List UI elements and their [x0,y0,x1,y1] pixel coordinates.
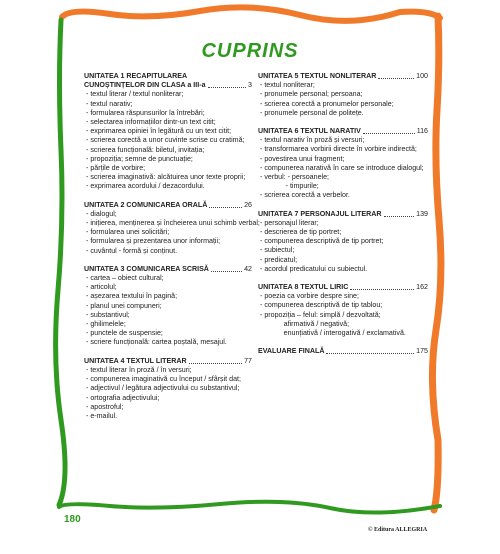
unit-item: - cartea – obiect cultural; [86,274,164,283]
unit-item: - textul nonliterar; [260,81,315,90]
leader-dots [211,271,242,272]
unit-page: 77 [244,356,252,365]
unit-item: - formularea unei solicitări; [86,228,170,237]
unit-heading: UNITATEA 8 TEXTUL LIRIC [258,283,349,292]
unit-item: - transformarea vorbirii directe în vorbire indirectă; [260,145,417,154]
unit-heading: UNITATEA 2 COMUNICAREA ORALĂ [84,200,208,209]
final-label: EVALUARE FINALĂ [258,347,325,356]
unit-item: - așezarea textului în pagină; [86,292,178,301]
unit-item: - povestirea unui fragment; [260,154,345,163]
unit-item: - poezia ca vorbire despre sine; [260,292,359,301]
unit-item: - compunerea descriptivă de tip portret; [260,237,384,246]
unit-item: - predicatul; [260,255,298,264]
unit-heading: UNITATEA 6 TEXTUL NARATIV [258,127,361,136]
unit-item: - textul narativ în proză și versuri; [260,136,365,145]
unit-item: - punctele de suspensie; [86,329,163,338]
unit-page: 3 [248,81,252,90]
unit-item: afirmativă / negativă; [260,319,350,328]
leader-dots [326,353,414,354]
unit-heading-row [258,283,428,292]
unit-item: - articolul; [86,283,117,292]
leader-dots [189,363,243,364]
unit-heading-row [258,127,428,136]
unit-item: - substantivul; [86,310,130,319]
unit-item: - dialogul; [86,209,117,218]
unit-heading-row [258,210,428,219]
unit-item: - compunerea narativă în care se introduce dialogul; [260,163,424,172]
page-title: CUPRINS [201,40,299,62]
unit-item: - compunerea descriptivă de tip tablou; [260,301,383,310]
unit-item: - timpurile; [260,182,319,191]
toc-final-evaluation [258,347,428,356]
unit-page: 26 [244,200,252,209]
unit-item: - scrierea imaginativă: alcătuirea unor texte proprii; [86,173,246,182]
unit-heading: UNITATEA 5 TEXTUL NONLITERAR [258,72,377,80]
unit-item: - propoziția – felul: simplă / dezvoltată; [260,310,381,319]
toc-unit [84,72,252,192]
unit-item: - cuvântul - formă și conținut. [86,246,178,255]
leader-dots [378,78,414,79]
unit-item: - selectarea informațiilor dintr-un text citit; [86,118,216,127]
unit-item: - subiectul; [260,246,295,255]
unit-item: - exprimarea acordului / dezacordului. [86,182,205,191]
leader-dots [209,207,242,208]
unit-item: - pronumele personal de politețe. [260,108,364,117]
unit-item: - apostroful; [86,402,124,411]
unit-heading-row [84,357,252,366]
toc-unit [84,200,260,256]
unit-item: - exprimarea opiniei în legătură cu un text citit; [86,127,232,136]
leader-dots [384,216,415,217]
unit-item: - textul literar în proză / în versuri; [86,365,192,374]
unit-item: - compunerea imaginativă cu început / sfârșit dat; [86,375,241,384]
leader-dots [208,87,247,88]
leader-dots [363,133,415,134]
unit-item: enunțiativă / interogativă / exclamativă. [260,329,406,338]
unit-item: - textul literar / textul nonliterar; [86,90,184,99]
toc-unit [258,210,428,274]
unit-item: - pronumele personal; persoana; [260,90,363,99]
leader-dots [350,289,414,290]
publisher-credit: © Editura ALLEGRIA [368,527,428,533]
unit-heading: UNITATEA 3 COMUNICAREA SCRISĂ [84,264,209,273]
toc-unit [258,283,428,338]
unit-item: - scrierea funcțională: biletul, invitația; [86,145,205,154]
unit-page: 162 [416,283,428,292]
unit-item: - verbul: - persoanele; [260,173,330,182]
unit-page: 100 [416,72,428,80]
unit-heading: UNITATEA 7 PERSONAJUL LITERAR [258,209,382,218]
toc-left-column [84,72,260,430]
unit-item: - inițierea, menținerea și încheierea unui schimb verbal; [86,219,260,228]
unit-item: - părțile de vorbire; [86,164,146,173]
toc-unit [84,357,252,421]
final-page: 175 [416,347,428,356]
unit-item: - acordul predicatului cu subiectul. [260,264,368,273]
unit-heading: UNITATEA 1 RECAPITULAREA CUNOȘTINȚELOR DIN CLASA a III-a [84,72,206,90]
page-number: 180 [64,514,81,525]
unit-item: - personajul literar; [260,218,319,227]
unit-item: - scrierea corectă a pronumelor personale; [260,99,394,108]
unit-item: - propoziția; semne de punctuație; [86,154,193,163]
unit-page: 139 [416,209,428,218]
unit-item: - e-mailul. [86,411,118,420]
unit-heading: UNITATEA 4 TEXTUL LITERAR [84,356,187,365]
unit-item: - descrierea de tip portret; [260,228,342,237]
toc-unit [84,265,252,348]
unit-item: - ortografia adjectivului; [86,393,160,402]
unit-heading-row [258,72,428,81]
unit-page: 42 [244,264,252,273]
unit-heading-row [84,201,252,210]
toc-unit [258,127,428,201]
unit-item: - scriere funcțională: cartea poștală, mesajul. [86,338,227,347]
unit-item: - formularea răspunsurilor la întrebări; [86,108,205,117]
toc-unit [258,72,428,118]
unit-heading-row [84,265,252,274]
unit-item: - formularea și prezentarea unor informații; [86,237,221,246]
unit-heading-row [84,72,252,90]
unit-item: - scrierea corectă a verbelor. [260,191,350,200]
unit-item: - adjectivul / legătura adjectivului cu substantivul; [86,384,240,393]
unit-page: 116 [416,127,428,136]
unit-item: - ghilimelele; [86,320,126,329]
toc-right-column [258,72,428,356]
unit-item: - scrierea corectă a unor cuvinte scrise cu cratimă; [86,136,245,145]
unit-item: - textul narativ; [86,99,133,108]
unit-item: - planul unei compuneri; [86,301,162,310]
